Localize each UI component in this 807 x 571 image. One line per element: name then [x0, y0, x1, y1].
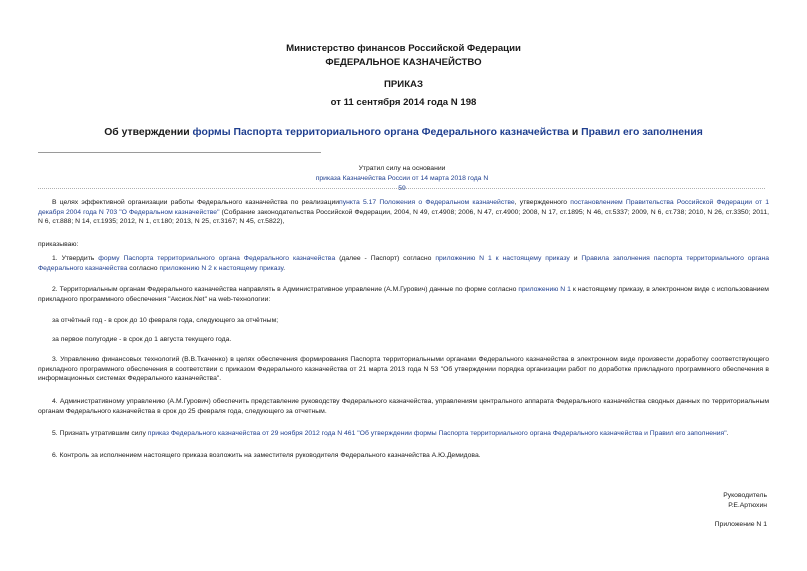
paragraph-2b: за первое полугодие - в срок до 1 августа текущего года.: [52, 336, 232, 343]
document-date-number: от 11 сентября 2014 года N 198: [330, 97, 477, 108]
p1-link-appendix-2[interactable]: приложению N 2 к настоящему приказу: [159, 264, 284, 272]
agency-heading: ФЕДЕРАЛЬНОЕ КАЗНАЧЕЙСТВО: [325, 57, 482, 68]
signature-name: Р.Е.Артюхин: [728, 502, 767, 509]
paragraph-2: [38, 285, 769, 304]
p5-text-2: .: [726, 430, 729, 437]
p5-link-order-461[interactable]: приказ Федерального казначейства от 29 ноября 2012 года N 461 "Об утверждении формы Паспорта территориального органа Федерального казначейства и Правил его заполнения": [147, 430, 727, 437]
title-link-rules[interactable]: Правил его заполнения: [581, 127, 703, 138]
status-note: [312, 164, 492, 194]
p1-link-form[interactable]: форму Паспорта территориального органа Федерального казначейства: [98, 255, 336, 262]
signature-block: [723, 491, 767, 511]
title-link-form[interactable]: формы Паспорта территориального органа Федерального казначейства: [192, 127, 569, 138]
order-word: приказываю:: [38, 241, 79, 248]
paragraph-6: 6. Контроль за исполнением настоящего приказа возложить на заместителя руководителя Федерального казначейства А.Ю.Демидова.: [52, 452, 481, 459]
p2-link-appendix-1[interactable]: приложению N 1: [518, 286, 571, 293]
preamble-paragraph: [38, 198, 769, 227]
p1-link-rules[interactable]: Правила заполнения паспорта территориального органа Федерального казначейства: [38, 255, 770, 272]
signature-role: Руководитель: [723, 492, 767, 499]
preamble-link-clause[interactable]: пункта 5.17 Положения о Федеральном казначействе: [339, 199, 515, 206]
p2-text-2: к настоящему приказу, в электронном виде с использованием прикладного программного обеспечения "Аксиок.Net" на web-технологии:: [38, 286, 769, 303]
paragraph-1: [38, 254, 769, 273]
appendix-label: Приложение N 1: [714, 521, 767, 528]
p1-text-1: 1. Утвердить: [52, 255, 99, 262]
paragraph-2a: за отчётный год - в срок до 10 февраля года, следующего за отчётным;: [52, 317, 279, 324]
divider-bottom: [38, 188, 765, 189]
preamble-link-resolution[interactable]: постановлением Правительства Российской Федерации от 1 декабря 2004 года N 703 "О Федеральном казначействе": [38, 199, 769, 216]
p1-link-appendix-1[interactable]: приложению N 1 к настоящему приказу: [435, 255, 570, 262]
divider-top: [38, 152, 321, 153]
paragraph-3: 3. Управлению финансовых технологий (В.В.Ткаченко) в целях обеспечения формирования Паспорта территориальными органами Федерального казначейства в электронном виде произвести доработку соответствующего прикладного программного обеспечения в соответствии с приказом Федерального казначейства от 21 марта 2013 года N 53 "Об утверждении порядка организации работ по доработке прикладного программного обеспечения в информационных системах Федерального казначейства".: [38, 356, 769, 382]
title-prefix: Об утверждении: [104, 127, 193, 138]
preamble-text-1: В целях эффективной организации работы Федерального казначейства по реализации: [52, 199, 340, 206]
p5-text-1: 5. Признать утратившим силу: [52, 430, 148, 437]
document-type: ПРИКАЗ: [384, 79, 423, 90]
document-title: [0, 126, 807, 139]
p1-text-5: .: [283, 264, 286, 272]
status-note-text: Утратил силу на основании: [358, 165, 446, 172]
status-note-link[interactable]: приказа Казначейства России от 14 марта 2018 года N 59: [315, 175, 489, 192]
paragraph-4: 4. Административному управлению (А.М.Гурович) обеспечить представление руководству Федерального казначейства, управлениям центрального аппарата Федерального казначейства сводных данных по территориальным органам Федерального казначейства в срок до 25 февраля года, следующего за отчетным.: [38, 398, 769, 415]
title-mid: и: [568, 127, 582, 138]
preamble-text-2: , утвержденного: [514, 199, 571, 206]
ministry-heading: Министерство финансов Российской Федерации: [286, 43, 521, 54]
paragraph-5: [38, 429, 769, 439]
p2-text-1: 2. Территориальным органам Федерального казначейства направлять в Административное управление (А.М.Гурович) данные по форме согласно: [52, 286, 519, 293]
p1-text-3: и: [569, 255, 582, 262]
preamble-text-3: (Собрание законодательства Российской Федерации, 2004, N 49, ст.4908; 2006, N 47, ст.4900; 2008, N 17, ст.1895; N 46, ст.5337; 2009, N 6, ст.738; 2010, N 26, ст.3350; 2011, N 6, ст.888; N 14, ст.1935; 2012, N 1, ст.180; 2013, N 25, ст.3167; N 45, ст.5822),: [38, 208, 769, 225]
p1-text-2: (далее - Паспорт) согласно: [335, 255, 436, 262]
p1-text-4: согласно: [127, 264, 160, 272]
